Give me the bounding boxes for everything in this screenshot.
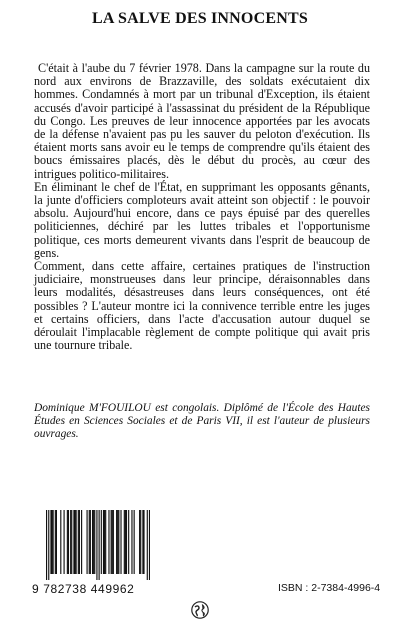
barcode-bar — [56, 510, 57, 574]
barcode-bar — [125, 510, 126, 574]
globe-logo-icon — [191, 601, 209, 619]
barcode-bar — [111, 510, 112, 574]
barcode-bar — [74, 510, 75, 574]
barcode-bar — [126, 510, 127, 574]
barcode-bar — [118, 510, 119, 574]
barcode-bar — [103, 510, 104, 574]
barcode-bar — [147, 510, 148, 580]
barcode-bar — [120, 510, 121, 574]
barcode-bar — [96, 510, 97, 580]
barcode-bar — [112, 510, 113, 574]
barcode — [46, 510, 150, 580]
summary-paragraph-2: En éliminant le chef de l'État, en supprimant les opposants gênants, la junte d'officiers comploteurs avait atteint son objectif : le pouvoir absolu. Aujourd'hui encore, dans ce pays épuisé par des querelles politiciennes, déchiré par les luttes tribales et l'opportunisme politique, ces morts demeurent vivants dans l'esprit de beaucoup de gens. — [34, 179, 370, 260]
barcode-bar — [134, 510, 135, 574]
barcode-bar — [93, 510, 94, 574]
barcode-bar — [76, 510, 77, 574]
barcode-bar — [68, 510, 69, 574]
barcode-bar — [64, 510, 65, 574]
barcode-bar — [104, 510, 105, 574]
summary-paragraph-3: Comment, dans cette affaire, certaines pratiques de l'instruction judiciaire, monstrueuses dans leur principe, déraisonnables dans leurs modalités, désastreuses dans leurs conséquences, ont été possibles ? L'auteur montre ici la connivence terrible entre les juges et certains officiers, dans l'acte d'accusation autour duquel se déroulait l'implacable règlement de compte politique qui avait pris une tournure tribale. — [34, 259, 370, 353]
barcode-bar — [99, 510, 100, 580]
barcode-bar — [46, 510, 47, 580]
barcode-bar — [79, 510, 80, 574]
barcode-bar — [124, 510, 125, 574]
author-bio: Dominique M'FOUILOU est congolais. Diplômé de l'École des Hautes Études en Sciences Sociales et de Paris VII, il est l'auteur de plusieurs ouvrages. — [34, 402, 370, 440]
barcode-bar — [131, 510, 132, 574]
barcode-bar — [149, 510, 150, 580]
barcode-bar — [78, 510, 79, 574]
barcode-bar — [71, 510, 72, 574]
isbn: ISBN : 2-7384-4996-4 — [278, 582, 381, 594]
barcode-bar — [60, 510, 61, 574]
barcode-bar — [143, 510, 144, 574]
barcode-bar — [117, 510, 118, 574]
barcode-bar — [81, 510, 82, 574]
barcode-bar — [48, 510, 49, 580]
back-cover-summary — [34, 62, 370, 352]
barcode-bar — [50, 510, 51, 574]
barcode-bar — [55, 510, 56, 574]
barcode-bar — [92, 510, 93, 574]
barcode-bar — [94, 510, 95, 574]
barcode-bar — [51, 510, 52, 574]
summary-paragraph-1: C'était à l'aube du 7 février 1978. Dans la campagne sur la route du nord aux environs de Brazzaville, des soldats exécutaient dix hommes. Condamnés à mort par un tribunal d'Exception, ils étaient accusés d'avoir participé à l'assassinat du président de la République du Congo. Les preuves de leur innocence apportées par les avocats de la défense n'avaient pas pu les sauver du peloton d'exécution. Ils étaient morts sans avoir eu le temps de comprendre qu'ils étaient des boucs émissaires placés, dès le début du procès, au cœur des intrigues politico-militaires. — [34, 61, 370, 181]
barcode-bar — [67, 510, 68, 574]
barcode-bar — [128, 510, 129, 574]
barcode-bar — [90, 510, 91, 574]
barcode-bar — [142, 510, 143, 574]
barcode-bar — [139, 510, 140, 574]
barcode-bar — [87, 510, 88, 574]
barcode-number: 9 782738 449962 — [32, 582, 135, 596]
barcode-bar — [89, 510, 90, 574]
barcode-bar — [70, 510, 71, 574]
barcode-bar — [101, 510, 102, 574]
barcode-bar — [73, 510, 74, 574]
barcode-bar — [116, 510, 117, 574]
barcode-bar — [105, 510, 106, 574]
barcode-bar — [53, 510, 54, 574]
barcode-bar — [108, 510, 109, 574]
barcode-bar — [140, 510, 141, 574]
book-title: LA SALVE DES INNOCENTS — [92, 10, 308, 27]
barcode-bar — [113, 510, 114, 574]
